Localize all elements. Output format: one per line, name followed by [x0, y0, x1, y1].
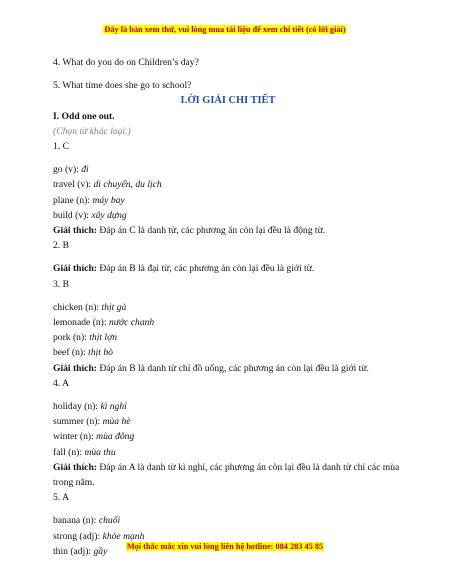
question-5: 5. What time does she go to school? [53, 80, 192, 92]
vocab-word: lemonade (n): [53, 317, 109, 329]
vocab-meaning: thịt lợn [89, 332, 118, 344]
vocab-line [53, 399, 403, 414]
explain-label: Giải thích: [53, 225, 97, 237]
vocab-line [53, 429, 403, 444]
explanation-3 [53, 361, 403, 376]
vocab-line [53, 177, 403, 192]
vocab-line [53, 300, 403, 315]
vocab-line [53, 208, 403, 223]
solution-title: LỜI GIẢI CHI TIẾT [180, 95, 276, 107]
vocab-meaning: xây dựng [91, 209, 127, 221]
vocab-meaning: mùa thu [84, 446, 116, 458]
vocab-word: banana (n): [53, 515, 99, 527]
vocab-word: travel (v): [53, 179, 94, 191]
vocab-word: thin (adj): [53, 545, 94, 557]
vocab-meaning: mùa đông [96, 431, 135, 443]
vocab-word: go (v): [53, 164, 82, 176]
vocab-line [53, 315, 403, 330]
vocab-word: plane (n): [53, 194, 93, 206]
vocab-line [53, 330, 403, 345]
explain-label: Giải thích: [53, 263, 97, 275]
vocab-line [53, 345, 403, 360]
answer-5: 5. A [53, 492, 69, 504]
answer-3: 3. B [53, 278, 69, 290]
question-4: 4. What do you do on Children’s day? [53, 57, 199, 68]
vocab-word: beef (n): [53, 347, 89, 359]
explain-label: Giải thích: [53, 461, 97, 473]
explanation-2 [53, 261, 403, 276]
vocab-meaning: chuối [98, 515, 121, 527]
vocab-line [53, 162, 403, 177]
vocab-word: chicken (n): [53, 301, 102, 313]
vocab-meaning: di chuyển, du lịch [93, 179, 162, 191]
vocab-word: fall (n): [53, 446, 85, 458]
explain-text: Đáp án B là đại từ, các phương án còn lại đều là giới từ. [96, 263, 315, 275]
footer-banner [0, 542, 450, 551]
header-banner-text: Đây là bản xem thử, vui lòng mua tài liệu để xem chi tiết (có lời giải) [104, 25, 346, 34]
answer-1: 1. C [53, 141, 69, 153]
explain-text: Đáp án A là danh từ kì nghỉ, các phương án còn lại đều là danh từ chỉ các mùa trong năm. [53, 461, 400, 489]
vocab-word: build (v): [53, 209, 92, 221]
vocab-meaning: máy bay [92, 194, 125, 206]
vocab-meaning: khỏe mạnh [102, 530, 145, 542]
vocab-word: winter (n): [53, 431, 97, 443]
explanation-4 [53, 460, 403, 490]
vocab-word: holiday (n): [53, 401, 101, 413]
explain-label: Giải thích: [53, 362, 97, 374]
vocab-meaning: gầy [93, 545, 108, 557]
vocab-line [53, 513, 403, 528]
vocab-meaning: thịt gà [101, 301, 127, 313]
answer-4: 4. A [53, 377, 69, 389]
section-instruction: (Chọn từ khác loại.) [53, 125, 131, 137]
vocab-word: strong (adj): [53, 530, 103, 542]
vocab-word: summer (n): [53, 416, 103, 428]
vocab-meaning: đi [81, 164, 89, 176]
explain-text: Đáp án C là danh từ, các phương án còn lại đều là động từ. [96, 225, 326, 237]
vocab-meaning: nước chanh [108, 317, 155, 329]
explain-text: Đáp án B là danh từ chỉ đồ uống, các phương án còn lại đều là giới từ. [96, 362, 369, 374]
document-body [53, 55, 403, 559]
vocab-meaning: mùa hè [102, 416, 131, 428]
vocab-word: pork (n): [53, 332, 90, 344]
vocab-meaning: kì nghỉ [100, 401, 127, 413]
section-heading: I. Odd one out. [53, 110, 115, 122]
answer-2: 2. B [53, 240, 69, 252]
explanation-1 [53, 223, 403, 238]
vocab-line [53, 414, 403, 429]
header-banner [0, 25, 450, 34]
vocab-meaning: thịt bò [88, 347, 113, 359]
vocab-line [53, 445, 403, 460]
vocab-line [53, 193, 403, 208]
footer-banner-text: Mọi thắc mắc xin vui lòng liên hệ hotline: 084 283 45 85 [126, 542, 324, 551]
